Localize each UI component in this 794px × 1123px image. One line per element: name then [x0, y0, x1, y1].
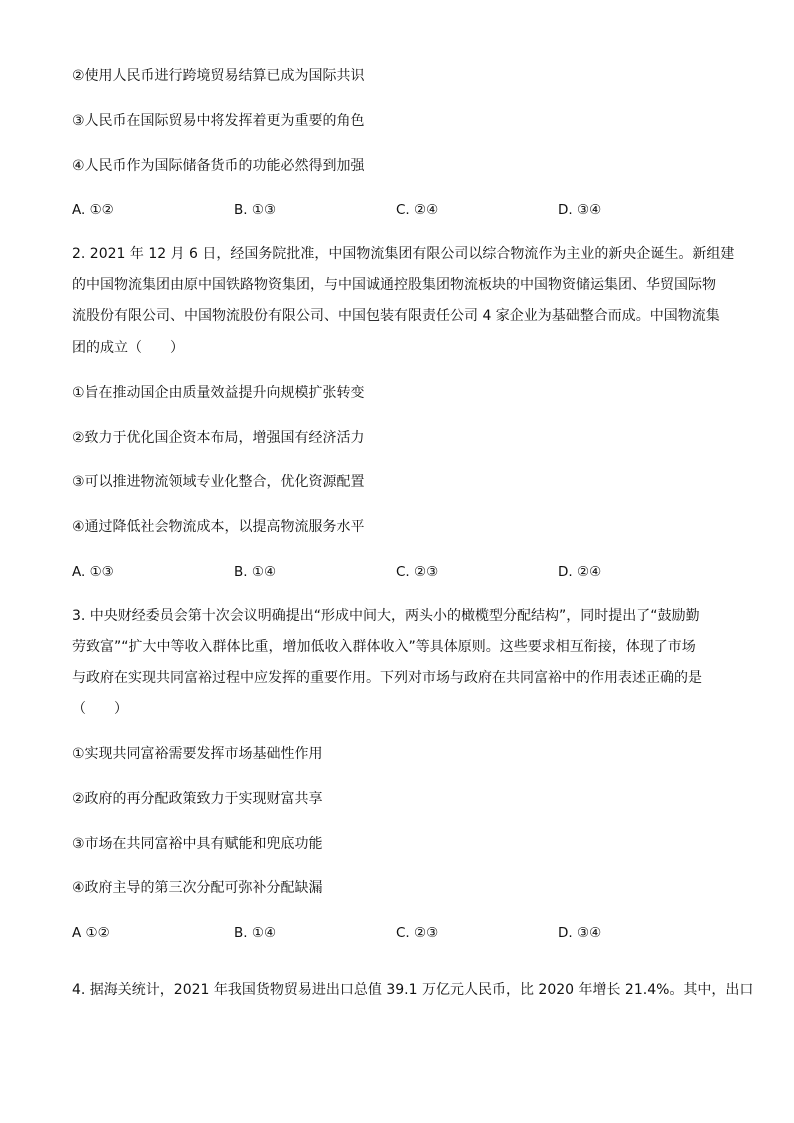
q3-item-1: ①实现共同富裕需要发挥市场基础性作用	[72, 746, 323, 762]
q2-option-b: B. ①④	[234, 564, 277, 580]
q3-stem-line-3: 与政府在实现共同富裕过程中应发挥的重要作用。下列对市场与政府在共同富裕中的作用表述正确的是	[72, 670, 702, 686]
q3-item-4: ④政府主导的第三次分配可弥补分配缺漏	[72, 880, 323, 896]
q2-option-d: D. ②④	[558, 564, 602, 580]
q1-item-3: ③人民币在国际贸易中将发挥着更为重要的角色	[72, 113, 365, 129]
q3-stem-line-1: 3. 中央财经委员会第十次会议明确提出“形成中间大，两头小的橄榄型分配结构”，同时提出了“鼓励勤	[72, 608, 700, 624]
q3-item-3: ③市场在共同富裕中具有赋能和兜底功能	[72, 836, 323, 852]
q1-item-4: ④人民币作为国际储备货币的功能必然得到加强	[72, 158, 365, 174]
q2-item-1: ①旨在推动国企由质量效益提升向规模扩张转变	[72, 385, 365, 401]
q2-item-4: ④通过降低社会物流成本，以提高物流服务水平	[72, 519, 365, 535]
q1-item-2: ②使用人民币进行跨境贸易结算已成为国际共识	[72, 68, 365, 84]
q3-option-a: A ①②	[72, 925, 110, 941]
q2-item-2: ②致力于优化国企资本布局，增强国有经济活力	[72, 430, 365, 446]
q3-stem-line-2: 劳致富”“扩大中等收入群体比重，增加低收入群体收入”等具体原则。这些要求相互衔接，体现了市场	[72, 639, 696, 655]
q2-stem-line-2: 的中国物流集团由原中国铁路物资集团，与中国诚通控股集团物流板块的中国物资储运集团、华贸国际物	[72, 277, 716, 293]
q2-stem-line-4: 团的成立（ ）	[72, 340, 184, 356]
q3-option-d: D. ③④	[558, 925, 602, 941]
q1-option-a: A. ①②	[72, 202, 114, 218]
q2-option-c: C. ②③	[396, 564, 439, 580]
q2-item-3: ③可以推进物流领域专业化整合，优化资源配置	[72, 474, 365, 490]
q1-option-d: D. ③④	[558, 202, 602, 218]
q4-stem-line-1: 4. 据海关统计，2021 年我国货物贸易进出口总值 39.1 万亿元人民币，比 2020 年增长 21.4%。其中，出口	[72, 982, 754, 998]
q2-option-a: A. ①③	[72, 564, 114, 580]
q2-stem-line-1: 2. 2021 年 12 月 6 日，经国务院批准，中国物流集团有限公司以综合物流作为主业的新央企诞生。新组建	[72, 246, 735, 262]
q1-option-c: C. ②④	[396, 202, 439, 218]
q3-option-c: C. ②③	[396, 925, 439, 941]
q3-option-b: B. ①④	[234, 925, 277, 941]
q3-item-2: ②政府的再分配政策致力于实现财富共享	[72, 791, 323, 807]
q1-option-b: B. ①③	[234, 202, 277, 218]
q3-stem-line-4: （ ）	[72, 701, 128, 717]
q2-stem-line-3: 流股份有限公司、中国物流股份有限公司、中国包装有限责任公司 4 家企业为基础整合而成。中国物流集	[72, 308, 720, 324]
